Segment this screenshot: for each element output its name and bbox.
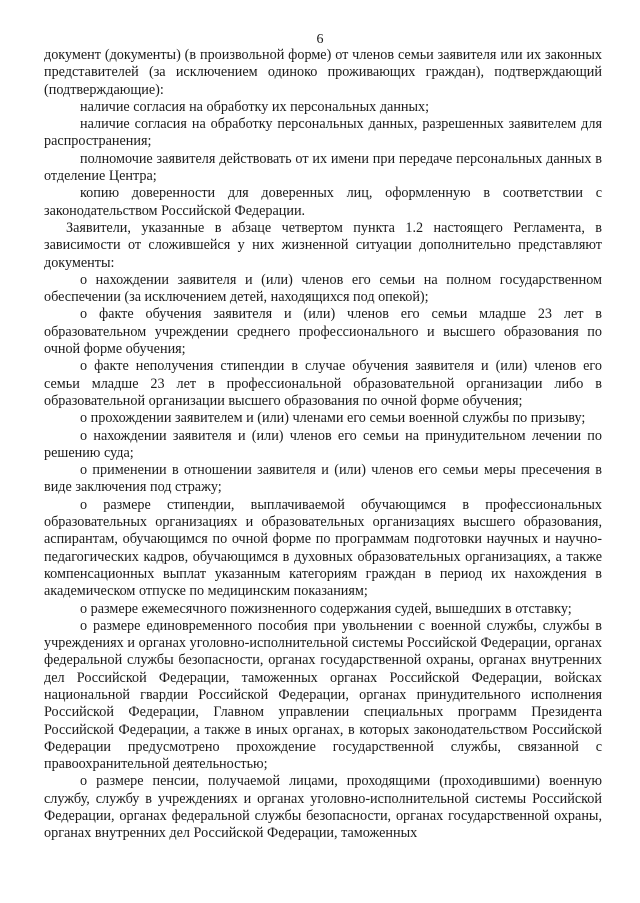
- list-item-discharge-allowance: о размере единовременного пособия при увольнении с военной службы, службы в учреждениях и органах уголовно-исполнительной системы Российской Федерации, органах федеральной службы безопасности, органах государственной охраны, органах внутренних дел Российской Федерации, таможенных органах Российской Федерации, войсках национальной гвардии Российской Федерации, органах принудительного исполнения Российской Федерации, Главном управлении специальных программ Президента Российской Федерации, а также в иных органах, в которых законодательством Российской Федерации предусмотрено прохождение государственной службы, связанной с правоохранительной деятельностью;: [44, 617, 602, 773]
- list-item-stipend-amount: о размере стипендии, выплачиваемой обучающимся в профессиональных образовательных организациях и образовательных организациях высшего образования, аспирантам, обучающимся по очной форме по программам подготовки научных и научно-педагогических кадров, обучающимся в духовных образовательных организациях, а также компенсационных выплат указанным категориям граждан в период их нахождения в академическом отпуске по медицинским показаниям;: [44, 496, 602, 600]
- paragraph-power-of-attorney: копию доверенности для доверенных лиц, оформленную в соответствии с законодательством Российской Федерации.: [44, 185, 602, 219]
- paragraph-consent-distribution: наличие согласия на обработку персональных данных, разрешенных заявителем для распространения;: [44, 116, 602, 150]
- list-item-compulsory-treatment: о нахождении заявителя и (или) членов его семьи на принудительном лечении по решению суда;: [44, 427, 602, 461]
- list-item-judges-allowance: о размере ежемесячного пожизненного содержания судей, вышедших в отставку;: [80, 600, 572, 617]
- document-body: [44, 47, 602, 843]
- list-item-no-stipend: о факте неполучения стипендии в случае обучения заявителя и (или) членов его семьи младше 23 лет в профессиональной образовательной организации либо в образовательной организации высшего образования по очной форме обучения;: [44, 358, 602, 409]
- list-item-custody: о применении в отношении заявителя и (или) членов его семьи меры пресечения в виде заключения под стражу;: [44, 462, 602, 496]
- paragraph-consent-personal-data: наличие согласия на обработку их персональных данных;: [80, 98, 430, 115]
- list-item-education-fact: о факте обучения заявителя и (или) членов его семьи младше 23 лет в образовательном учреждении среднего профессионального и высшего образования по очной форме обучения;: [44, 306, 602, 358]
- list-item-state-support: о нахождении заявителя и (или) членов его семьи на полном государственном обеспечении (за исключением детей, находящихся под опекой);: [44, 271, 602, 306]
- paragraph-documents-from-family: документ (документы) (в произвольной форме) от членов семьи заявителя или их законных представителей (за исключением одиноко проживающих граждан), подтверждающий (подтверждающие):: [44, 47, 602, 98]
- page-number: 6: [316, 32, 324, 47]
- list-item-military-service: о прохождении заявителем и (или) членами его семьи военной службы по призыву;: [80, 410, 586, 427]
- paragraph-authority-applicant: полномочие заявителя действовать от их имени при передаче персональных данных в отделение Центра;: [44, 150, 602, 185]
- paragraph-applicants-additional-docs: Заявители, указанные в абзаце четвертом пункта 1.2 настоящего Регламента, в зависимости от сложившейся у них жизненной ситуации дополнительно представляют документы:: [44, 219, 602, 271]
- list-item-pension-amount: о размере пенсии, получаемой лицами, проходящими (проходившими) военную службу, службу в учреждениях и органах уголовно-исполнительной системы Российской Федерации, органах федеральной службы безопасности, органах государственной охраны, органах внутренних дел Российской Федерации, таможенных: [44, 773, 602, 842]
